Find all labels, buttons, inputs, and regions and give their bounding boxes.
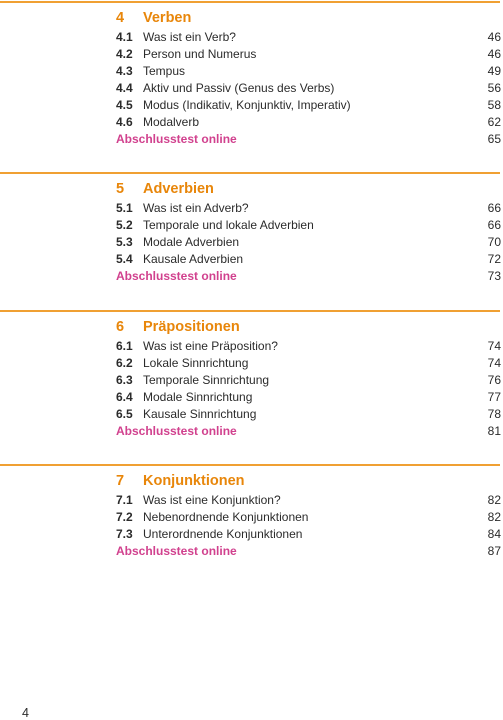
entry-page: 66 [487, 201, 501, 215]
entry-page: 46 [487, 30, 501, 44]
toc-entry[interactable] [116, 338, 501, 355]
online-test-page: 73 [487, 269, 501, 283]
entry-page: 78 [487, 407, 501, 421]
online-test-link[interactable] [116, 268, 501, 285]
entry-title: Kausale Sinnrichtung [143, 407, 257, 421]
chapter-divider [0, 464, 500, 466]
toc-entry[interactable] [116, 234, 501, 251]
chapter-number: 6 [116, 319, 125, 335]
toc-entry[interactable] [116, 80, 501, 97]
toc-entry[interactable] [116, 526, 501, 543]
entry-number: 4.2 [116, 47, 133, 61]
chapter-title: Präpositionen [143, 319, 240, 335]
chapter-number: 5 [116, 181, 125, 197]
chapter-divider [0, 172, 500, 174]
entry-title: Unterordnende Konjunktionen [143, 527, 303, 541]
entry-number: 6.3 [116, 373, 133, 387]
entry-number: 4.3 [116, 64, 133, 78]
chapter-5 [0, 172, 503, 295]
entry-number: 5.1 [116, 201, 133, 215]
entry-title: Kausale Adverbien [143, 252, 244, 266]
toc-entry[interactable] [116, 46, 501, 63]
online-test-page: 87 [487, 544, 501, 558]
chapter-divider [0, 1, 500, 3]
toc-entry[interactable] [116, 372, 501, 389]
entry-number: 6.1 [116, 339, 133, 353]
entry-number: 7.2 [116, 510, 133, 524]
page-number: 4 [22, 706, 29, 720]
entry-page: 77 [487, 390, 501, 404]
toc-entry[interactable] [116, 355, 501, 372]
entry-number: 6.2 [116, 356, 133, 370]
chapter-title: Adverbien [143, 181, 214, 197]
online-test-page: 81 [487, 424, 501, 438]
toc-entry[interactable] [116, 29, 501, 46]
entry-number: 5.2 [116, 218, 133, 232]
entry-number: 7.3 [116, 527, 133, 541]
entry-title: Person und Numerus [143, 47, 257, 61]
online-test-label: Abschlusstest online [116, 269, 237, 283]
entry-page: 49 [487, 64, 501, 78]
entry-page: 76 [487, 373, 501, 387]
chapter-4 [0, 1, 503, 158]
entry-title: Was ist eine Konjunktion? [143, 493, 281, 507]
chapter-heading[interactable] [116, 473, 245, 493]
entry-title: Modalverb [143, 115, 200, 129]
entry-title: Temporale und lokale Adverbien [143, 218, 314, 232]
entry-page: 82 [487, 493, 501, 507]
entry-title: Was ist eine Präposition? [143, 339, 278, 353]
entry-page: 58 [487, 98, 501, 112]
toc-entry[interactable] [116, 217, 501, 234]
online-test-page: 65 [487, 132, 501, 146]
entry-number: 6.5 [116, 407, 133, 421]
chapter-7 [0, 464, 503, 570]
entry-number: 6.4 [116, 390, 133, 404]
chapter-heading[interactable] [116, 181, 214, 201]
entry-number: 4.1 [116, 30, 133, 44]
entry-page: 62 [487, 115, 501, 129]
toc-entry[interactable] [116, 406, 501, 423]
toc-entry[interactable] [116, 200, 501, 217]
toc-entry[interactable] [116, 114, 501, 131]
entry-title: Lokale Sinnrichtung [143, 356, 249, 370]
entry-number: 4.4 [116, 81, 133, 95]
entry-number: 4.6 [116, 115, 133, 129]
toc-entry[interactable] [116, 492, 501, 509]
entry-page: 84 [487, 527, 501, 541]
entry-title: Modale Sinnrichtung [143, 390, 253, 404]
entry-title: Was ist ein Adverb? [143, 201, 249, 215]
chapter-number: 4 [116, 10, 125, 26]
entry-title: Modale Adverbien [143, 235, 240, 249]
entry-title: Nebenordnende Konjunktionen [143, 510, 309, 524]
chapter-divider [0, 310, 500, 312]
toc-entry[interactable] [116, 97, 501, 114]
chapter-title: Konjunktionen [143, 473, 245, 489]
entry-title: Temporale Sinnrichtung [143, 373, 270, 387]
online-test-label: Abschlusstest online [116, 424, 237, 438]
entry-page: 82 [487, 510, 501, 524]
online-test-link[interactable] [116, 423, 501, 440]
entry-title: Was ist ein Verb? [143, 30, 236, 44]
entry-page: 46 [487, 47, 501, 61]
entry-page: 70 [487, 235, 501, 249]
entry-number: 7.1 [116, 493, 133, 507]
entry-page: 74 [487, 339, 501, 353]
entry-title: Aktiv und Passiv (Genus des Verbs) [143, 81, 335, 95]
toc-entry[interactable] [116, 509, 501, 526]
entry-number: 5.4 [116, 252, 133, 266]
entry-page: 74 [487, 356, 501, 370]
entry-page: 56 [487, 81, 501, 95]
chapter-heading[interactable] [116, 319, 240, 339]
online-test-link[interactable] [116, 543, 501, 560]
online-test-label: Abschlusstest online [116, 132, 237, 146]
toc-entry[interactable] [116, 389, 501, 406]
chapter-6 [0, 310, 503, 450]
entry-page: 72 [487, 252, 501, 266]
chapter-title: Verben [143, 10, 192, 26]
toc-entry[interactable] [116, 63, 501, 80]
entry-number: 5.3 [116, 235, 133, 249]
online-test-link[interactable] [116, 131, 501, 148]
chapter-heading[interactable] [116, 10, 191, 30]
toc-entry[interactable] [116, 251, 501, 268]
entry-number: 4.5 [116, 98, 133, 112]
chapter-number: 7 [116, 473, 125, 489]
entry-page: 66 [487, 218, 501, 232]
entry-title: Tempus [143, 64, 186, 78]
online-test-label: Abschlusstest online [116, 544, 237, 558]
entry-title: Modus (Indikativ, Konjunktiv, Imperativ) [143, 98, 351, 112]
